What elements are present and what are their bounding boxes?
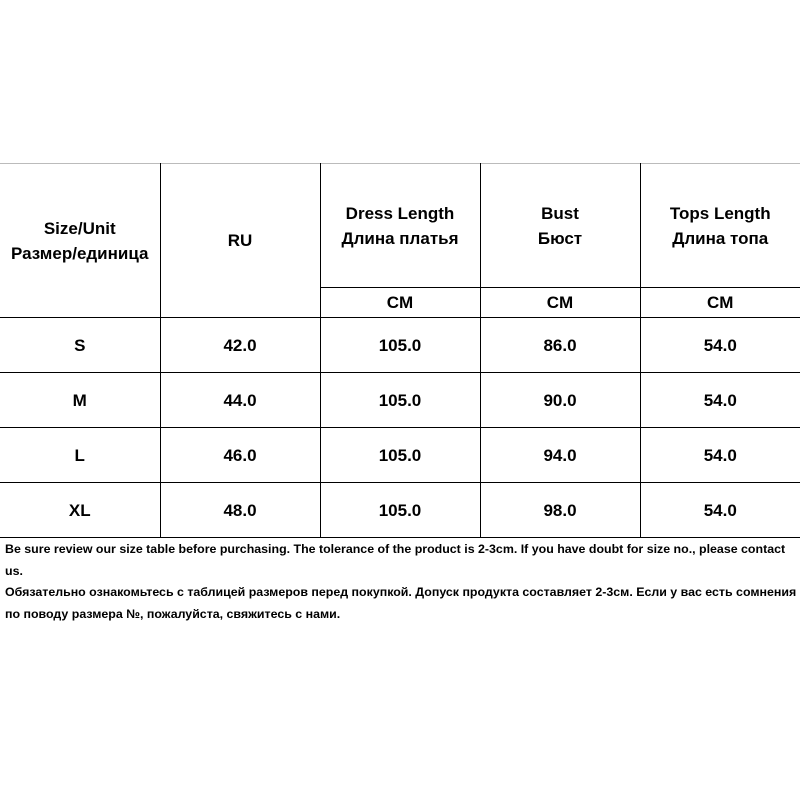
cell-bust: 90.0	[480, 373, 640, 428]
cell-ru: 46.0	[160, 428, 320, 483]
cell-ru: 42.0	[160, 318, 320, 373]
note-english: Be sure review our size table before purchasing. The tolerance of the product is 2-3cm. If you have doubt for size no., please contact us.	[5, 542, 786, 578]
cell-tops-length: 54.0	[640, 318, 800, 373]
unit-dress-length: CM	[320, 288, 480, 318]
header-ru: RU	[160, 164, 320, 318]
header-size-unit-ru: Размер/единица	[11, 243, 149, 263]
header-bust	[480, 164, 640, 288]
cell-tops-length: 54.0	[640, 483, 800, 538]
header-bust-ru: Бюст	[537, 228, 583, 248]
cell-ru: 48.0	[160, 483, 320, 538]
cell-bust: 98.0	[480, 483, 640, 538]
cell-ru: 44.0	[160, 373, 320, 428]
note-russian: Обязательно ознакомьтесь с таблицей размеров перед покупкой. Допуск продукта составляет 2-3см. Если у вас есть сомнения по поводу размера №, пожалуйста, свяжитесь с нами.	[5, 585, 797, 621]
size-notes	[5, 539, 797, 625]
header-tops-length-en: Tops Length	[669, 203, 771, 223]
unit-bust: CM	[480, 288, 640, 318]
header-size-unit-en: Size/Unit	[43, 218, 116, 238]
size-table	[0, 163, 800, 538]
table-row	[0, 483, 800, 538]
cell-bust: 94.0	[480, 428, 640, 483]
header-bust-en: Bust	[541, 203, 579, 223]
table-row	[0, 318, 800, 373]
table-row	[0, 373, 800, 428]
table-header-row	[0, 164, 800, 288]
header-dress-length-ru: Длина платья	[341, 228, 459, 248]
header-tops-length-ru: Длина топа	[672, 228, 769, 248]
cell-size: XL	[0, 483, 160, 538]
cell-bust: 86.0	[480, 318, 640, 373]
header-size-unit	[0, 164, 160, 318]
cell-dress-length: 105.0	[320, 373, 480, 428]
cell-dress-length: 105.0	[320, 483, 480, 538]
cell-size: M	[0, 373, 160, 428]
cell-tops-length: 54.0	[640, 428, 800, 483]
header-tops-length	[640, 164, 800, 288]
header-dress-length	[320, 164, 480, 288]
unit-tops-length: CM	[640, 288, 800, 318]
header-dress-length-en: Dress Length	[345, 203, 455, 223]
table-row	[0, 428, 800, 483]
cell-dress-length: 105.0	[320, 428, 480, 483]
cell-tops-length: 54.0	[640, 373, 800, 428]
cell-dress-length: 105.0	[320, 318, 480, 373]
cell-size: L	[0, 428, 160, 483]
cell-size: S	[0, 318, 160, 373]
